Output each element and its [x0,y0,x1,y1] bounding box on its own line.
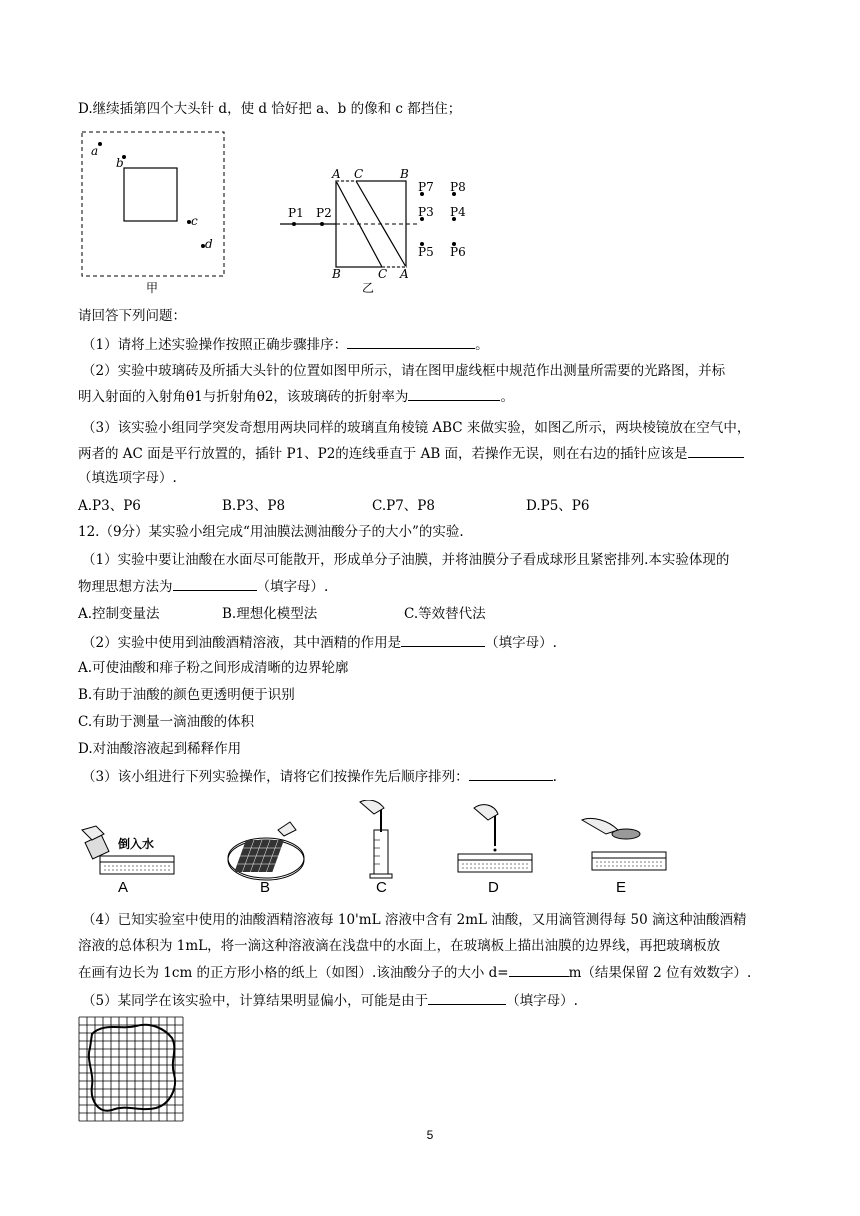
q11-part3-blank[interactable] [688,443,744,458]
step-e-figure [582,818,666,896]
q12-part1-blank[interactable] [173,576,257,591]
label-c-bottom: C [378,267,388,281]
q12-p2-option-d: D.对油酸溶液起到稀释作用 [78,741,242,757]
q11-part1 [82,334,802,355]
q12-part4-end: m（结果保留 2 位有效数字）. [568,965,752,981]
q12-title: 12.（9分）某实验小组完成“用油膜法测油酸分子的大小”的实验. [78,524,464,540]
pin-a-label: a [91,144,99,158]
q12-part5-blank[interactable] [428,990,506,1005]
option-d-text: D.继续插第四个大头针 d，使 d 恰好把 a、b 的像和 c 都挡住； [78,101,462,117]
label-b-bottom: B [332,267,341,281]
q11-option-b: B.P3、P8 [222,498,286,514]
figure-jia [78,128,228,300]
q12-part4-line2: 溶液的总体积为 1mL，将一滴这种溶液滴在浅盘中的水面上，在玻璃板上描出油膜的边界线，再把玻璃板放 [78,938,721,954]
q11-part1-end: 。 [475,337,489,353]
q12-part4-text: 在画有边长为 1cm 的正方形小格的纸上（如图）.该油酸分子的大小 d= [78,965,509,981]
pin-p2-label: P2 [316,206,332,220]
q12-part4-line1: （4）已知实验室中使用的油酸酒精溶液每 10'mL 溶液中含有 2mL 油酸，又用滴管测得每 50 滴这种油酸酒精 [82,912,747,928]
q12-part1-text: 物理思想方法为 [78,579,173,595]
q12-p2-option-a: A.可使油酸和痱子粉之间形成清晰的边界轮廓 [78,660,349,676]
q12-p2-option-b: B.有助于油酸的颜色更透明便于识别 [78,687,295,703]
q12-part3 [82,766,802,787]
label-b-top: B [400,167,409,181]
pin-p8-label: P8 [450,180,466,194]
q11-part3-line2 [78,443,798,464]
figure-jia-caption: 甲 [146,281,159,295]
q11-part2-line1: （2）实验中玻璃砖及所插大头针的位置如图甲所示，请在图甲虚线框中规范作出测量所需要的光路图，并标 [82,363,726,379]
pin-b-label: b [116,156,124,170]
q12-part5-end: （填字母）. [506,993,578,1009]
q12-part1-line1: （1）实验中要让油酸在水面尽可能散开，形成单分子油膜，并将油膜分子看成球形且紧密排列.本实验体现的 [82,552,730,568]
q12-part2 [82,632,802,653]
q12-part4-blank[interactable] [509,962,569,977]
label-a-top: A [332,167,341,181]
q11-option-a: A.P3、P6 [78,498,141,514]
q12-part3-end: . [552,769,557,785]
q12-p2-option-c: C.有助于测量一滴油酸的体积 [78,714,255,730]
step-e-letter: E [616,879,627,896]
oil-film-grid-figure [78,1016,184,1122]
q12-part4-line3 [78,962,798,983]
label-a-bottom: A [400,267,409,281]
q12-part3-blank[interactable] [469,766,553,781]
step-b-letter: B [260,879,271,896]
steps-illustration [78,800,678,896]
step-c-figure [360,800,392,896]
figure-yi [278,166,478,294]
q12-part2-blank[interactable] [401,632,485,647]
page-number: 5 [426,1128,434,1142]
q11-part1-text: （1）请将上述实验操作按照正确步骤排序： [82,337,348,353]
pin-c-label: c [191,214,198,228]
pin-p6-label: P6 [450,245,466,259]
q12-part5 [82,990,802,1011]
step-a-letter: A [118,879,129,896]
q12-part2-text: （2）实验中使用到油酸酒精溶液，其中酒精的作用是 [82,635,402,651]
q11-option-d: D.P5、P6 [526,498,590,514]
step-d-letter: D [488,879,499,896]
pin-p1-label: P1 [288,206,304,220]
step-a-figure [82,826,174,896]
q11-part3-line3: （填选项字母）. [78,470,177,486]
q12-part5-text: （5）某同学在该实验中，计算结果明显偏小，可能是由于 [82,993,429,1009]
label-c-top: C [354,167,364,181]
step-b-figure [228,822,304,896]
q12-part1-line2 [78,576,798,597]
q11-part1-blank[interactable] [347,334,475,349]
pin-d-label: d [205,237,213,251]
pin-p3-label: P3 [418,205,434,219]
q11-part2-text: 明入射面的入射角θ1与折射角θ2，该玻璃砖的折射率为 [78,389,409,405]
q12-p1-option-b: B.理想化模型法 [222,606,318,622]
q11-prompt: 请回答下列问题： [78,308,186,324]
step-c-letter: C [376,879,387,896]
q11-part3-text: 两者的 AC 面是平行放置的，插针 P1、P2的连线垂直于 AB 面，若操作无误，则在右边的插针应该是 [78,446,688,462]
q11-part2-end: 。 [500,389,514,405]
q12-p1-option-c: C.等效替代法 [404,606,486,622]
figure-yi-caption: 乙 [362,281,375,294]
q11-part3-line1: （3）该实验小组同学突发奇想用两块同样的玻璃直角棱镜 ABC 来做实验，如图乙所示，两块棱镜放在空气中， [82,420,751,436]
pin-p4-label: P4 [450,205,466,219]
pin-p5-label: P5 [418,245,434,259]
q12-p1-option-a: A.控制变量法 [78,606,160,622]
step-a-label: 倒入水 [118,837,155,851]
q11-option-c: C.P7、P8 [372,498,435,514]
q12-part2-end: （填字母）. [485,635,557,651]
q12-part1-end: （填字母）. [256,579,329,595]
pin-p7-label: P7 [418,180,434,194]
q11-part2-blank[interactable] [408,386,500,401]
q11-part2-line2 [78,386,798,407]
q12-part3-text: （3）该小组进行下列实验操作，请将它们按操作先后顺序排列： [82,769,469,785]
step-d-figure [458,805,532,896]
